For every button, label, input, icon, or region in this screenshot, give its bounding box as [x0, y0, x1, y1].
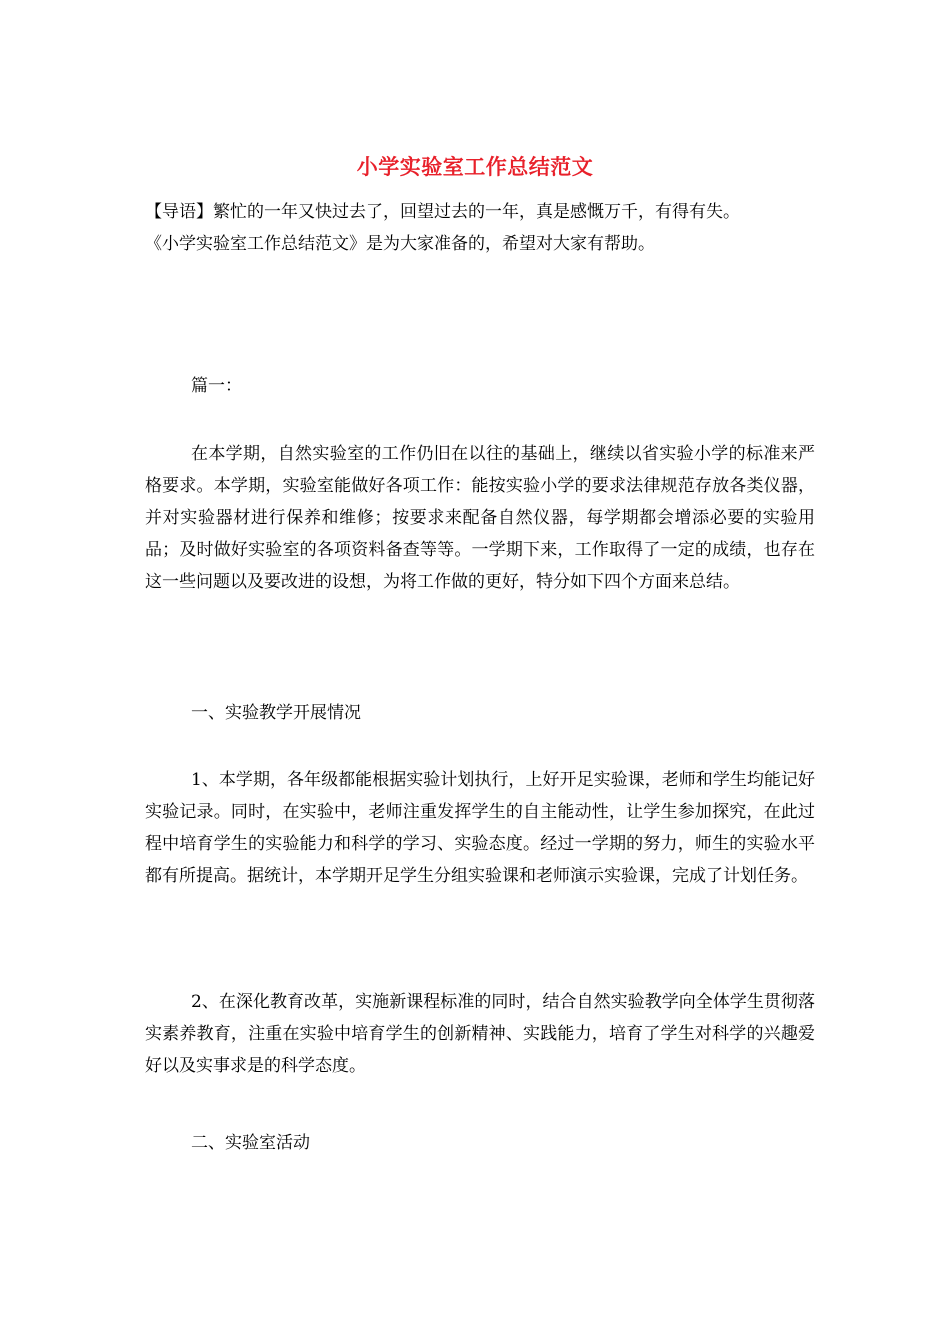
paragraph-text: 在本学期，自然实验室的工作仍旧在以往的基础上，继续以省实验小学的标准来严格要求。本学期，实验室能做好各项工作：能按实验小学的要求法律规范存放各类仪器，并对实验器材进行保养和维修；按要求来配备自然仪器，每学期都会增添必要的实验用品；及时做好实验室的各项资料备查等等。一学期下来，工作取得了一定的成绩，也存在这一些问题以及要改进的设想，为将工作做的更好，特分如下四个方面来总结。 [145, 444, 815, 592]
document-title: 小学实验室工作总结范文 [356, 154, 594, 179]
paragraph-text: 2、在深化教育改革，实施新课程标准的同时，结合自然实验教学向全体学生贯彻落实素养教育，注重在实验中培育学生的创新精神、实践能力，培育了学生对科学的兴趣爱好以及实事求是的科学态度。 [145, 992, 815, 1076]
intro-line: 《小学实验室工作总结范文》是为大家准备的，希望对大家有帮助。 [145, 234, 655, 254]
intro-line: 【导语】繁忙的一年又快过去了，回望过去的一年，真是感慨万千，有得有失。 [145, 202, 740, 222]
paragraph [145, 764, 815, 892]
section-label: 篇一： [191, 376, 242, 396]
paragraph-text: 1、本学期，各年级都能根据实验计划执行，上好开足实验课，老师和学生均能记好实验记录。同时，在实验中，老师注重发挥学生的自主能动性，让学生参加探究，在此过程中培育学生的实验能力和科学的学习、实验态度。经过一学期的努力，师生的实验水平都有所提高。据统计，本学期开足学生分组实验课和老师演示实验课，完成了计划任务。 [145, 770, 815, 886]
intro-block [145, 196, 825, 260]
paragraph [145, 986, 815, 1082]
section-heading: 一、实验教学开展情况 [191, 703, 361, 723]
section-heading: 二、实验室活动 [191, 1133, 310, 1153]
paragraph [145, 438, 815, 598]
